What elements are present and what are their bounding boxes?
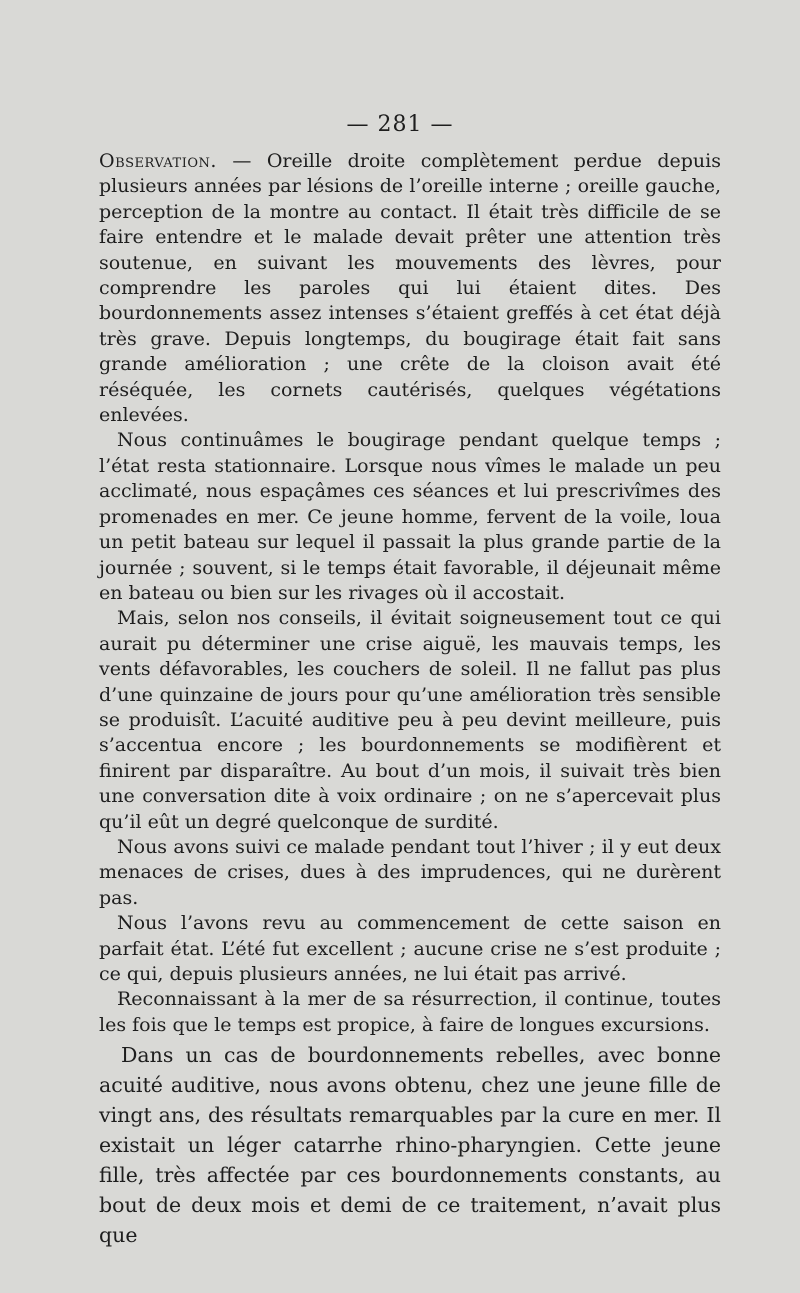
observation-paragraph-1: [99, 149, 721, 428]
second-case-section: [99, 1040, 721, 1250]
observation-paragraph-2: Nous continuâmes le bougirage pendant quelque temps ; l’état resta stationnaire. Lorsque nous vîmes le malade un peu acclimaté, nous espaçâmes ces séances et lui prescrivîmes des promenades en mer. Ce jeune homme, fervent de la voile, loua un petit bateau sur lequel il passait la plus grande partie de la journée ; souvent, si le temps était favorable, il déjeunait même en bateau ou bien sur les rivages où il accostait.: [99, 429, 721, 604]
page-number: — 281 —: [346, 112, 454, 137]
observation-paragraph-3: Mais, selon nos conseils, il évitait soigneusement tout ce qui aurait pu déterminer une crise aiguë, les mauvais temps, les vents défavorables, les couchers de soleil. Il ne fallut pas plus d’une quinzaine de jours pour qu’une amélioration très sensible se produisît. L’acuité auditive peu à peu devint meilleure, puis s’accentua encore ; les bourdonnements se modifièrent et finirent par disparaître. Au bout d’un mois, il suivait très bien une conversation dite à voix ordinaire ; on ne s’apercevait plus qu’il eût un degré quelconque de surdité.: [99, 607, 721, 833]
observation-paragraph-1-text: Oreille droite complètement perdue depuis plusieurs années par lésions de l’oreille interne ; oreille gauche, perception de la montre au contact. Il était très difficile de se faire entendre et le malade devait prêter une attention très soutenue, en suivant les mouvements des lèvres, pour comprendre les paroles qui lui étaient dites. Des bourdonnements assez intenses s’étaient greffés à cet état déjà très grave. Depuis longtemps, du bougirage était fait sans grande amélioration ; une crête de la cloison avait été réséquée, les cornets cautérisés, quelques végétations enlevées.: [99, 150, 721, 427]
observation-dash: —: [216, 150, 267, 172]
second-case-paragraph: Dans un cas de bourdonnements rebelles, avec bonne acuité auditive, nous avons obtenu, chez une jeune fille de vingt ans, des résultats remarquables par la cure en mer. Il existait un léger catarrhe rhino-pharyngien. Cette jeune fille, très affectée par ces bourdonnements constants, au bout de deux mois et demi de ce traitement, n’avait plus que: [99, 1043, 721, 1247]
observation-section: [99, 149, 721, 1038]
observation-paragraph-5: Nous l’avons revu au commencement de cette saison en parfait état. L’été fut excellent ; aucune crise ne s’est produite ; ce qui, depuis plusieurs années, ne lui était pas arrivé.: [99, 912, 721, 985]
observation-label: Observation.: [99, 150, 217, 172]
observation-paragraph-6: Reconnaissant à la mer de sa résurrection, il continue, toutes les fois que le temps est propice, à faire de longues excursions.: [99, 988, 721, 1036]
observation-paragraph-4: Nous avons suivi ce malade pendant tout l’hiver ; il y eut deux menaces de crises, dues à des imprudences, qui ne durèrent pas.: [99, 835, 721, 909]
